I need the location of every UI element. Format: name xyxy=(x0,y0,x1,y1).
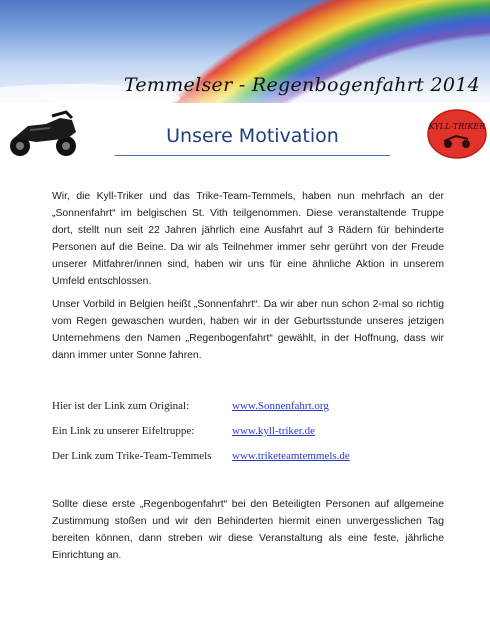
link-label: Ein Link zu unserer Eifeltruppe: xyxy=(52,425,195,437)
heading-underline xyxy=(115,155,390,156)
banner-title: Temmelser - Regenbogenfahrt 2014 xyxy=(123,74,480,96)
trike-icon xyxy=(6,110,82,160)
paragraph-outlook: Sollte diese erste „Regenbogenfahrt“ bei den Beteiligten Personen auf allgemeine Zustimmung stoßen und wir den Behinderten hiermit einen unvergesslichen Tag bereiten können, dann streben wir diese Veranstaltung als eine feste, jährliche Einrichtung an. xyxy=(52,499,444,561)
kyll-triker-logo-icon xyxy=(426,108,488,160)
link-row-original xyxy=(52,400,329,412)
link-kyll-triker[interactable]: www.kyll-triker.de xyxy=(232,425,315,437)
link-row-eifeltruppe xyxy=(52,425,315,437)
paragraph-intro: Wir, die Kyll-Triker und das Trike-Team-Temmels, haben nun mehrfach an der „Sonnenfahrt“ im belgischen St. Vith teilgenommen. Diese veranstaltende Truppe dort, stellt nun seit 22 Jahren jährlich eine Ausfahrt auf 3 Rädern für behinderte Personen auf die Beine. Da wir als Teilnehmer immer sehr gerührt von der Freude unserer Mitfahrer/innen sind, haben wir uns für eine ähnliche Aktion in unserem Umfeld entschlossen. xyxy=(52,191,444,287)
link-row-trike-team xyxy=(52,450,350,462)
page-heading: Unsere Motivation xyxy=(166,125,339,147)
link-label: Hier ist der Link zum Original: xyxy=(52,400,190,412)
link-label: Der Link zum Trike-Team-Temmels xyxy=(52,450,212,462)
paragraph-name-origin: Unser Vorbild in Belgien heißt „Sonnenfahrt“. Da wir aber nun schon 2-mal so richtig vom Regen gewaschen wurden, haben wir in der Geburtsstunde unseres jetzigen Unternehmens den Namen „Regenbogenfahrt“ gewählt, in der Hoffnung, dass wir dann immer unter Sonne fahren. xyxy=(52,299,444,361)
link-triketeamtemmels[interactable]: www.triketeamtemmels.de xyxy=(232,450,350,462)
link-sonnenfahrt[interactable]: www.Sonnenfahrt.org xyxy=(232,400,329,412)
header-banner xyxy=(0,0,490,103)
club-logo xyxy=(426,108,488,165)
club-logo-text: KYLL-TRIKER xyxy=(428,122,486,131)
trike-logo xyxy=(6,110,82,165)
